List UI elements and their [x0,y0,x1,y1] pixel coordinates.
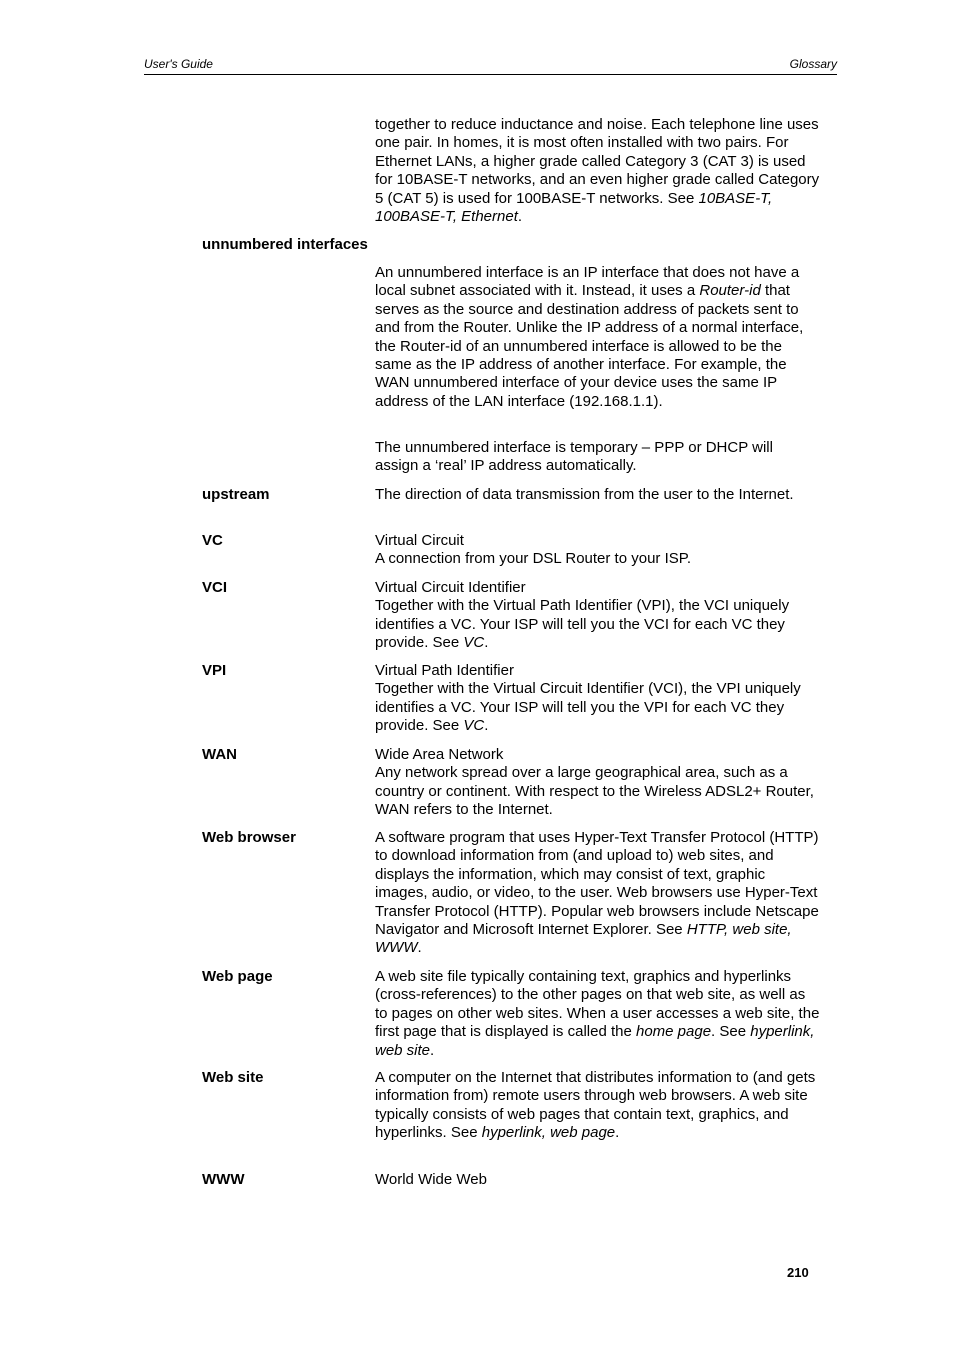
def-upstream: The direction of data transmission from the user to the Internet. [375,486,794,503]
term-vpi: VPI [202,662,227,679]
def-italic-term: Router-id [699,282,761,300]
def-expansion: Virtual Circuit [375,532,464,549]
def-text: A connection from your DSL Router to your ISP. [375,550,691,568]
term-upstream: upstream [202,486,270,503]
def-expansion: Virtual Path Identifier [375,662,514,679]
def-wan [375,746,820,820]
def-unnumbered-interfaces-2: The unnumbered interface is temporary – PPP or DHCP will assign a ‘real’ IP address automatically. [375,439,773,475]
header-section-title: Glossary [789,57,837,71]
running-header [144,56,837,75]
def-reference: hyperlink, web site [375,1023,815,1059]
term-vci: VCI [202,579,228,596]
def-text: A software program that uses Hyper-Text Transfer Protocol (HTTP) to download information from (and upload to) web sites, and displays the information, which may consist of text, graphic images, audio, or video, to the user. Web browsers use Hyper-Text Transfer Protocol (HTTP). Popular web browsers include Netscape Navigator and Microsoft Internet Explorer. See [375,829,819,939]
intro-paragraph [375,116,820,226]
def-end: . [615,1124,620,1142]
term-web-page: Web page [202,968,273,985]
intro-end: . [517,208,523,226]
term-web-browser: Web browser [202,829,296,846]
def-text: An unnumbered interface is an IP interface that does not have a local subnet associated with it. Instead, it uses a [375,264,800,300]
def-text: Together with the Virtual Circuit Identifier (VCI), the VPI uniquely identifies a VC. Your ISP will tell you the VPI for each VC they provide. See [375,680,801,735]
term-web-site: Web site [202,1069,264,1086]
page-number: 210 [787,1265,809,1280]
def-text: that serves as the source and destination address of packets sent to and from the Router. Unlike the IP address of a normal interface, the Router-id of an unnumbered interface is allowed to be the same as the IP address of another interface. For example, the WAN unnumbered interface of your device uses the same IP address of the LAN interface (192.168.1.1). [375,282,804,410]
def-reference: hyperlink, web page [481,1124,616,1142]
def-text: Together with the Virtual Path Identifier (VPI), the VCI uniquely identifies a VC. Your ISP will tell you the VCI for each VC they provide. See [375,597,790,652]
def-vci [375,579,820,653]
def-end: . [430,1041,435,1059]
intro-text: together to reduce inductance and noise. Each telephone line uses one pair. In homes, it is most often installed with two pairs. For Ethernet LANs, a higher grade called Category 3 (CAT 3) is used for 10BASE-T networks, and an even higher grade called Category 5 (CAT 5) is used for 100BASE-T networks. See [375,116,820,207]
def-end: . [417,939,422,957]
def-unnumbered-interfaces-1 [375,264,820,411]
def-end: . [484,634,489,652]
def-reference: VC [463,717,485,735]
def-text: A web site file typically containing text, graphics and hyperlinks (cross-references) to the other pages on that web site, as well as to pages on other web sites. When a user accesses a web site, the first page that is displayed is called the [375,968,820,1041]
def-end: . [484,717,489,735]
def-vpi [375,662,820,736]
header-doc-title: User's Guide [144,57,213,71]
def-expansion: Wide Area Network [375,746,504,763]
def-web-browser [375,829,820,958]
def-expansion: Virtual Circuit Identifier [375,579,526,596]
term-www: WWW [202,1171,245,1188]
def-vc [375,532,820,569]
term-wan: WAN [202,746,237,763]
def-web-site [375,1069,820,1143]
intro-reference: 10BASE-T, 100BASE-T, Ethernet [375,189,773,226]
def-reference: home page [635,1023,712,1041]
def-web-page [375,968,820,1060]
term-vc: VC [202,532,223,549]
def-text: . See [711,1023,751,1041]
def-www: World Wide Web [375,1171,487,1188]
def-text: A computer on the Internet that distributes information to (and gets information from) remote users through web browsers. A web site typically consists of web pages that contain text, graphics, and hyperlinks. See [375,1069,816,1142]
def-text: Any network spread over a large geographical area, such as a country or continent. With respect to the Wireless ADSL2+ Router, WAN refers to the Internet. [375,764,814,819]
def-reference: HTTP, web site, WWW [375,921,792,957]
def-reference: VC [463,634,485,652]
term-unnumbered-interfaces: unnumbered interfaces [202,236,368,253]
